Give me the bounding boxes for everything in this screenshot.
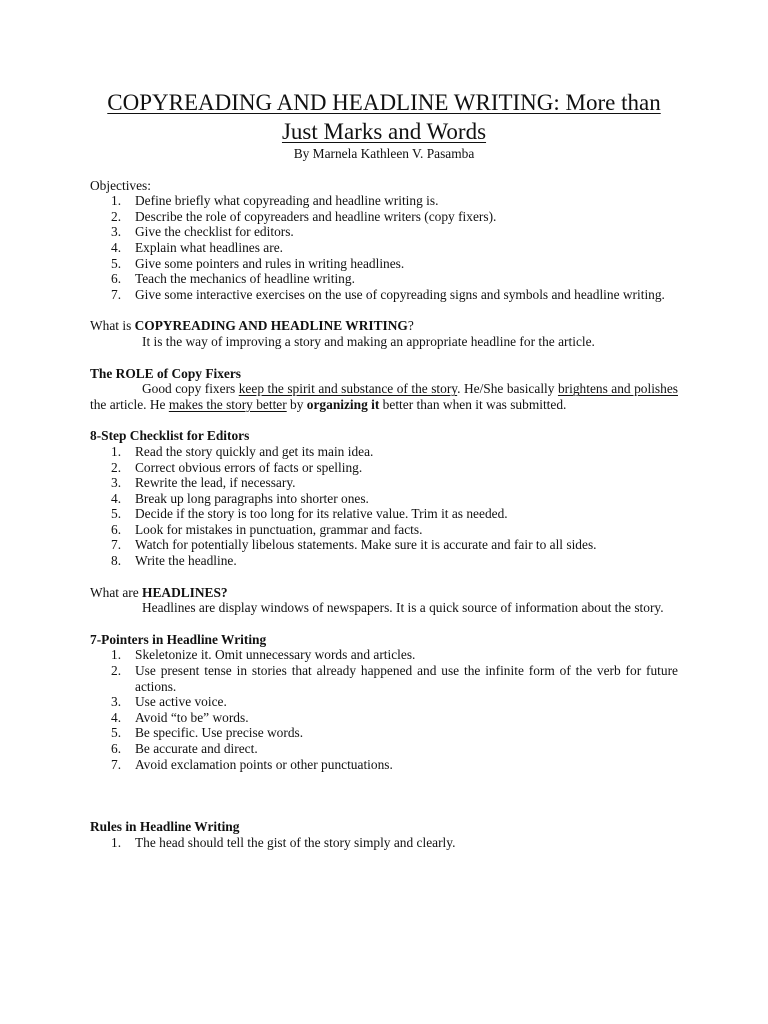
objectives-list xyxy=(90,193,678,302)
list-number: 7. xyxy=(111,756,122,772)
what-is-suffix: ? xyxy=(407,318,414,334)
role-underlined-text: brightens and polishes xyxy=(557,381,678,397)
list-number: 7. xyxy=(111,286,122,302)
list-item xyxy=(90,506,678,522)
list-item xyxy=(90,741,678,757)
list-number: 1. xyxy=(111,834,122,850)
what-is-question xyxy=(90,318,678,334)
pointers-heading: 7-Pointers in Headline Writing xyxy=(90,631,267,647)
list-text: Read the story quickly and get its main idea. xyxy=(135,443,374,459)
rules-heading: Rules in Headline Writing xyxy=(90,819,240,835)
list-number: 2. xyxy=(111,459,122,475)
list-text: Look for mistakes in punctuation, grammar and facts. xyxy=(135,521,423,537)
list-text: Describe the role of copyreaders and headline writers (copy fixers). xyxy=(135,208,497,224)
list-text: Rewrite the lead, if necessary. xyxy=(135,475,296,491)
list-text: Decide if the story is too long for its relative value. Trim it as needed. xyxy=(135,506,508,522)
list-text: Avoid “to be” words. xyxy=(135,709,249,725)
role-text: by xyxy=(286,396,307,412)
spacer xyxy=(90,616,678,632)
role-text: . He/She basically xyxy=(457,381,558,397)
list-item xyxy=(90,193,678,209)
list-number: 6. xyxy=(111,741,122,756)
role-bold-text: organizing it xyxy=(306,396,380,412)
what-is-answer: It is the way of improving a story and making an appropriate headline for the article. xyxy=(142,333,595,349)
list-number: 4. xyxy=(111,490,122,506)
list-text: Skeletonize it. Omit unnecessary words and articles. xyxy=(135,647,416,663)
list-item xyxy=(90,757,678,773)
list-text: Write the headline. xyxy=(135,553,237,569)
role-underlined-text: keep the spirit and substance of the story xyxy=(238,381,458,397)
spacer xyxy=(90,412,678,428)
pointers-list xyxy=(90,647,678,772)
list-number: 2. xyxy=(111,663,122,679)
list-item xyxy=(90,475,678,491)
list-text: Watch for potentially libelous statements. Make sure it is accurate and fair to all sides. xyxy=(135,537,597,553)
list-number: 1. xyxy=(111,443,122,459)
list-text: Define briefly what copyreading and headline writing is. xyxy=(135,193,439,209)
headlines-question xyxy=(90,585,678,601)
list-number: 5. xyxy=(111,255,122,271)
list-item xyxy=(90,444,678,460)
list-text: Be accurate and direct. xyxy=(135,741,258,756)
list-number: 6. xyxy=(111,271,122,287)
what-is-prefix: What is xyxy=(90,318,135,334)
document-title: COPYREADING AND HEADLINE WRITING: More than Just Marks and Words xyxy=(107,90,661,144)
spacer xyxy=(90,302,678,318)
spacer xyxy=(90,350,678,366)
objectives-label: Objectives: xyxy=(90,177,151,193)
list-item xyxy=(90,209,678,225)
list-number: 1. xyxy=(111,193,122,209)
what-is-bold-term: COPYREADING AND HEADLINE WRITING xyxy=(134,318,408,334)
list-text: Give some pointers and rules in writing headlines. xyxy=(135,255,405,271)
list-number: 3. xyxy=(111,475,122,491)
list-text: Correct obvious errors of facts or spelling. xyxy=(135,459,363,475)
list-text: Use active voice. xyxy=(135,694,227,710)
checklist-heading: 8-Step Checklist for Editors xyxy=(90,428,250,444)
list-text: The head should tell the gist of the story simply and clearly. xyxy=(135,834,456,850)
author-byline: By Marnela Kathleen V. Pasamba xyxy=(293,146,475,161)
role-heading: The ROLE of Copy Fixers xyxy=(90,365,242,381)
list-text: Teach the mechanics of headline writing. xyxy=(135,271,355,287)
list-number: 4. xyxy=(111,709,122,725)
list-item xyxy=(90,460,678,476)
rules-list xyxy=(90,835,678,851)
list-text: Break up long paragraphs into shorter ones. xyxy=(135,490,369,506)
list-item xyxy=(90,271,678,287)
list-item xyxy=(90,287,678,303)
list-text: Give some interactive exercises on the use of copyreading signs and symbols and headline writing. xyxy=(135,286,665,302)
list-item xyxy=(90,663,678,694)
list-text: Use present tense in stories that already happened and use the infinite form of the verb for future actions. xyxy=(135,663,678,694)
list-item xyxy=(90,537,678,553)
role-text: Good copy fixers xyxy=(142,381,239,397)
list-item xyxy=(90,694,678,710)
list-item xyxy=(90,491,678,507)
list-text: Be specific. Use precise words. xyxy=(135,725,304,741)
list-text: Give the checklist for editors. xyxy=(135,224,294,240)
list-item xyxy=(90,553,678,569)
spacer xyxy=(90,569,678,585)
checklist-list xyxy=(90,444,678,569)
list-number: 1. xyxy=(111,647,122,663)
list-number: 5. xyxy=(111,725,122,741)
list-item xyxy=(90,240,678,256)
list-number: 8. xyxy=(111,553,122,569)
list-item xyxy=(90,835,678,851)
role-text: better than when it was submitted. xyxy=(379,396,567,412)
list-number: 7. xyxy=(111,537,122,553)
list-number: 2. xyxy=(111,208,122,224)
list-item xyxy=(90,522,678,538)
list-number: 5. xyxy=(111,506,122,522)
list-item xyxy=(90,224,678,240)
role-text: the article. He xyxy=(90,396,169,412)
list-item xyxy=(90,647,678,663)
list-number: 6. xyxy=(111,521,122,537)
list-item xyxy=(90,710,678,726)
list-number: 3. xyxy=(111,694,122,710)
list-item xyxy=(90,725,678,741)
list-text: Avoid exclamation points or other punctuations. xyxy=(135,756,393,772)
list-number: 3. xyxy=(111,224,122,240)
list-item xyxy=(90,256,678,272)
role-paragraph xyxy=(90,381,678,412)
spacer xyxy=(90,772,678,819)
headlines-prefix: What are xyxy=(90,584,143,600)
list-number: 4. xyxy=(111,239,122,255)
headlines-answer: Headlines are display windows of newspapers. It is a quick source of information about the story. xyxy=(142,600,664,616)
headlines-bold-term: HEADLINES? xyxy=(142,584,228,600)
list-text: Explain what headlines are. xyxy=(135,239,283,255)
role-underlined-text: makes the story better xyxy=(168,396,287,412)
